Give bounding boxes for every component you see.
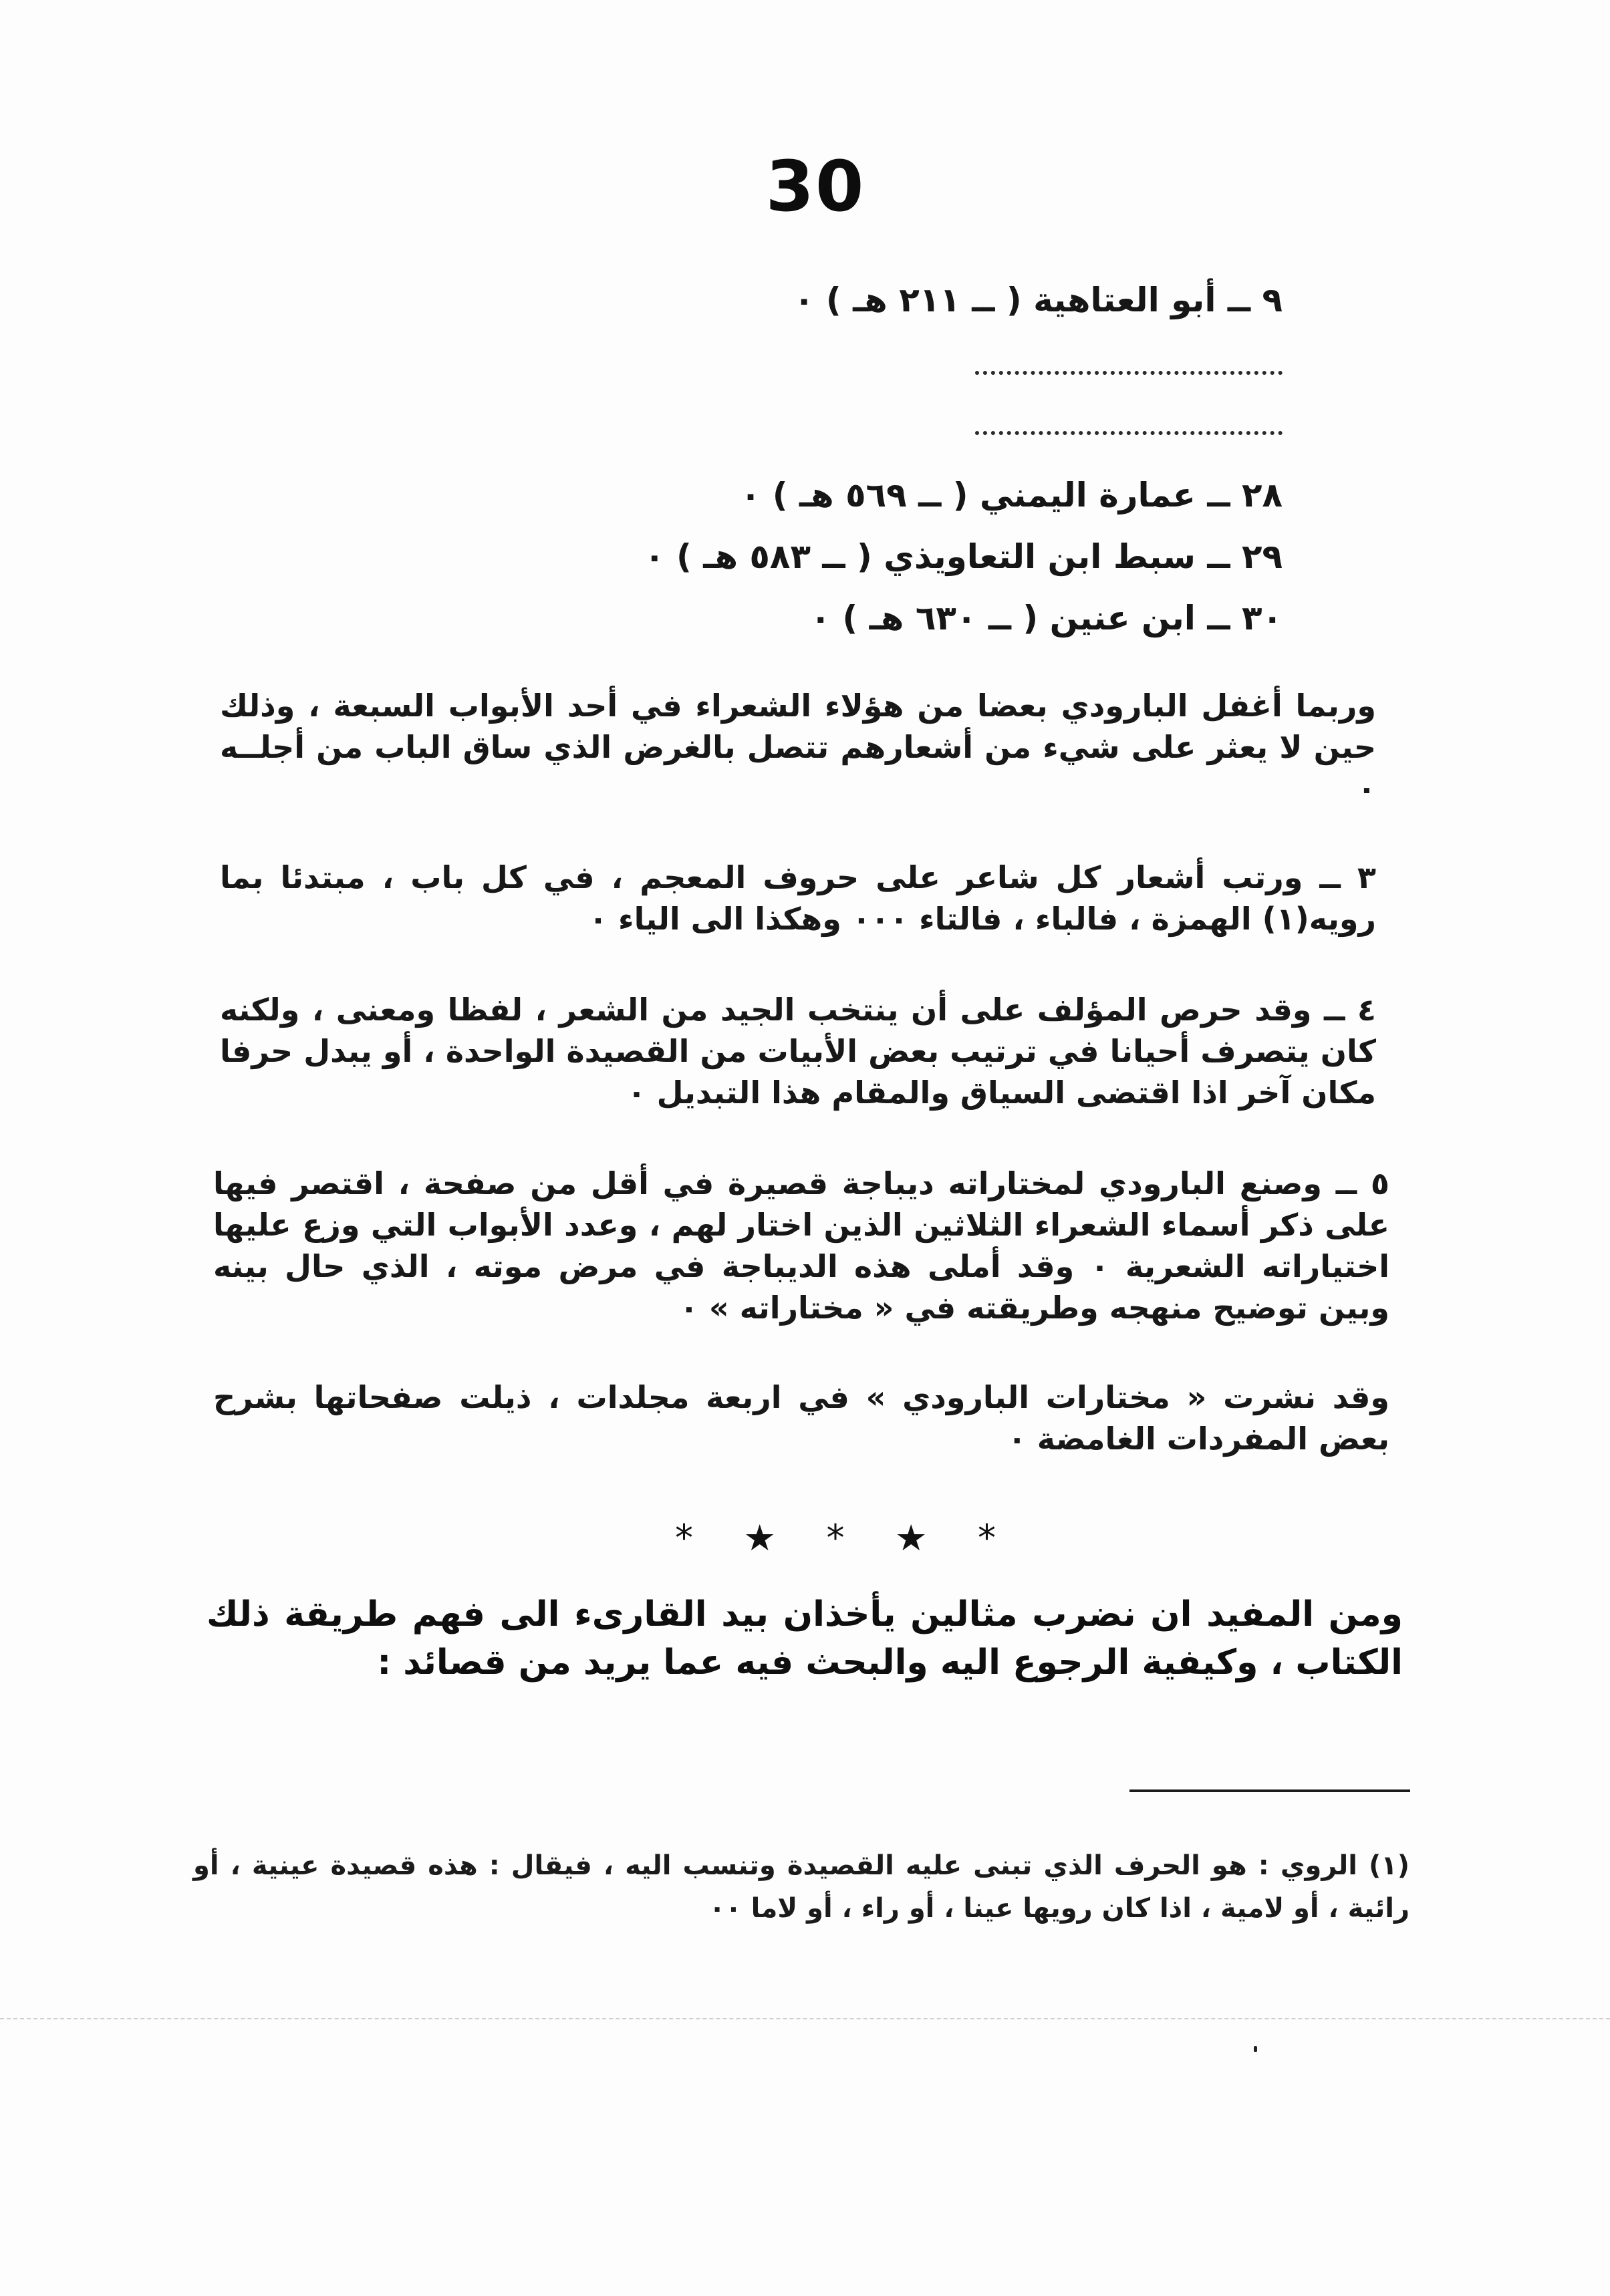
- paragraph-publication: وقد نشرت « مختارات البارودي » في اربعة مجلدات ، ذيلت صفحاتها بشرح بعض المفردات الغامضة ٠: [213, 1379, 1389, 1457]
- scan-speck: [1254, 2046, 1257, 2052]
- separator-asterisk: *: [826, 1517, 845, 1559]
- list-item-29: ٢٩ ــ سبط ابن التعاويذي ( ــ ٥٨٣ هـ ) ٠: [644, 537, 1283, 576]
- footnote-divider: [1129, 1789, 1410, 1792]
- paragraph-point-3: ٣ ــ ورتب أشعار كل شاعر على حروف المعجم ، في كل باب ، مبتدئا بما رويه(١) الهمزة ، فالباء ، فالتاء ٠٠٠ وهكذا الى الياء ٠: [220, 859, 1376, 937]
- list-item-28: ٢٨ ــ عمارة اليمني ( ــ ٥٦٩ هـ ) ٠: [740, 476, 1283, 515]
- separator-star: ★: [743, 1517, 776, 1559]
- paragraph-omissions: وربما أغفل البارودي بعضا من هؤلاء الشعراء في أحد الأبواب السبعة ، وذلك حين لا يعثر على شيء من أشعارهم تتصل بالغرض الذي ساق الباب من أجلــه ٠: [220, 688, 1376, 807]
- separator-asterisk: *: [675, 1517, 693, 1559]
- section-separator: [675, 1517, 996, 1559]
- paragraph-point-5: ٥ ــ وصنع البارودي لمختاراته ديباجة قصيرة في أقل من صفحة ، اقتصر فيها على ذكر أسماء الشعراء الثلاثين الذين اختار لهم ، وعدد الأبواب التي وزع عليها اختياراته الشعرية ٠ وقد أملى هذه الديباجة في مرض موته ، الذي حال بينه وبين توضيح منهجه وطريقته في « مختاراته » ٠: [213, 1165, 1389, 1326]
- page-number: 30: [765, 146, 865, 227]
- paragraph-point-4: ٤ ــ وقد حرص المؤلف على أن ينتخب الجيد من الشعر ، لفظا ومعنى ، ولكنه كان يتصرف أحيانا في ترتيب بعض الأبيات من القصيدة الواحدة ، أو يبدل حرفا مكان آخر اذا اقتضى السياق والمقام هذا التبديل ٠: [220, 992, 1376, 1111]
- list-item-30: ٣٠ ــ ابن عنين ( ــ ٦٣٠ هـ ) ٠: [810, 599, 1283, 637]
- footnote: (١) الروي : هو الحرف الذي تبنى عليه القصيدة وتنسب اليه ، فيقال : هذه قصيدة عينية ، أو رائية ، أو لامية ، اذا كان رويها عينا ، أو راء ، أو لاما ٠٠: [193, 1850, 1410, 1924]
- ellipsis-line: [975, 371, 1283, 375]
- scan-fold-mark: [0, 2018, 1610, 2019]
- separator-asterisk: *: [977, 1517, 996, 1559]
- closing-paragraph: ومن المفيد ان نضرب مثالين يأخذان بيد القارىء الى فهم طريقة ذلك الكتاب ، وكيفية الرجوع اليه والبحث فيه عما يريد من قصائد :: [207, 1594, 1403, 1683]
- list-item-9: ٩ ــ أبو العتاهية ( ــ ٢١١ هـ ) ٠: [793, 281, 1283, 319]
- separator-star: ★: [895, 1517, 928, 1559]
- ellipsis-line: [975, 431, 1283, 435]
